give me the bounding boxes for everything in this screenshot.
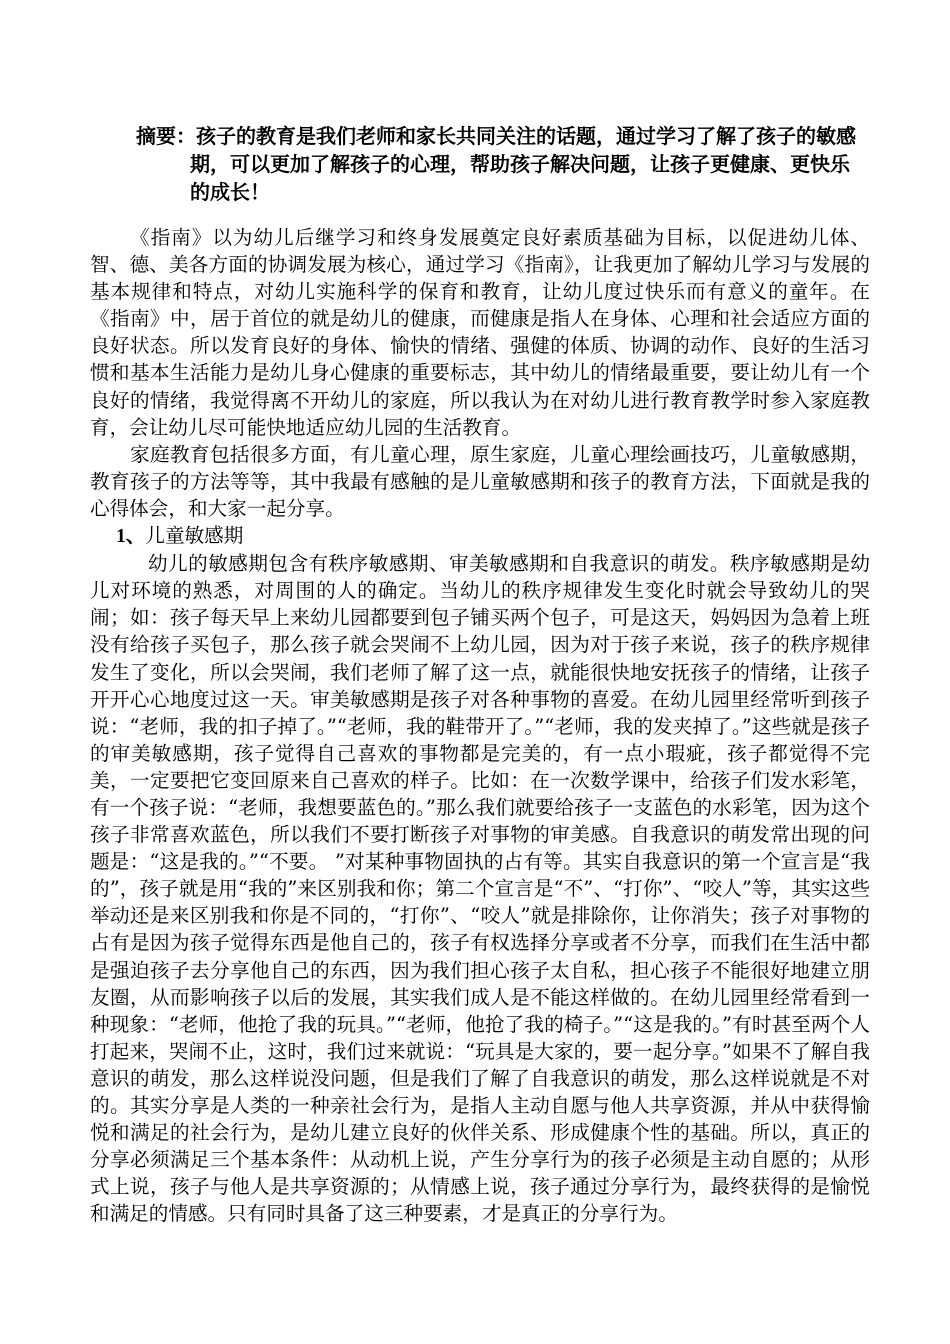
section-heading-text: 儿童敏感期 <box>145 524 244 548</box>
paragraph-family-education: 家庭教育包括很多方面，有儿童心理，原生家庭，儿童心理绘画技巧，儿童敏感期，教育孩子的方法等等，其中我最有感触的是儿童敏感期和孩子的教育方法，下面就是我的心得体会，和大家一起分享。 <box>90 442 870 520</box>
abstract-label: 摘要： <box>136 124 196 148</box>
abstract-block <box>136 122 866 206</box>
abstract-text: 孩子的教育是我们老师和家长共同关注的话题，通过学习了解了孩子的敏感期，可以更加了解孩子的心理，帮助孩子解决问题，让孩子更健康、更快乐的成长！ <box>190 124 856 204</box>
paragraph-guide: 《指南》以为幼儿后继学习和终身发展奠定良好素质基础为目标，以促进幼儿体、智、德、美各方面的协调发展为核心，通过学习《指南》，让我更加了解幼儿学习与发展的基本规律和特点，对幼儿实施科学的保育和教育，让幼儿度过快乐而有意义的童年。在《指南》中，居于首位的就是幼儿的健康，而健康是指人在身体、心理和社会适应方面的良好状态。所以发育良好的身体、愉快的情绪、强健的体质、协调的动作、良好的生活习惯和基本生活能力是幼儿身心健康的重要标志，其中幼儿的情绪最重要，要让幼儿有一个良好的情绪，我觉得离不开幼儿的家庭，所以我认为在对幼儿进行教育教学时参入家庭教育，会让幼儿尽可能快地适应幼儿园的生活教育。 <box>90 226 870 439</box>
body-text <box>90 224 870 1227</box>
section-heading-number: 1、 <box>116 526 146 548</box>
section-heading <box>90 522 870 550</box>
paragraph-sensitive-period: 幼儿的敏感期包含有秩序敏感期、审美敏感期和自我意识的萌发。秩序敏感期是幼儿对环境的熟悉，对周围的人的确定。当幼儿的秩序规律发生变化时就会导致幼儿的哭闹；如：孩子每天早上来幼儿园都要到包子铺买两个包子，可是这天，妈妈因为急着上班没有给孩子买包子，那么孩子就会哭闹不上幼儿园，因为对于孩子来说，孩子的秩序规律发生了变化，所以会哭闹，我们老师了解了这一点，就能很快地安抚孩子的情绪，让孩子开开心心地度过这一天。审美敏感期是孩子对各种事物的喜爱。在幼儿园里经常听到孩子说：“老师，我的扣子掉了。”“老师，我的鞋带开了。”“老师，我的发夹掉了。”这些就是孩子的审美敏感期，孩子觉得自己喜欢的事物都是完美的，有一点小瑕疵，孩子都觉得不完美，一定要把它变回原来自己喜欢的样子。比如：在一次数学课中，给孩子们发水彩笔，有一个孩子说：“老师，我想要蓝色的。”那么我们就要给孩子一支蓝色的水彩笔，因为这个孩子非常喜欢蓝色，所以我们不要打断孩子对事物的审美感。自我意识的萌发常出现的问题是：“这是我的。”“不要。 ”对某种事物固执的占有等。其实自我意识的第一个宣言是“我的”，孩子就是用“我的”来区别我和你；第二个宣言是“不”、“打你”、“咬人”等，其实这些举动还是来区别我和你是不同的，“打你”、“咬人”就是排除你，让你消失；孩子对事物的占有是因为孩子觉得东西是他自己的，孩子有权选择分享或者不分享，而我们在生活中都是强迫孩子去分享他自己的东西，因为我们担心孩子太自私，担心孩子不能很好地建立朋友圈，从而影响孩子以后的发展，其实我们成人是不能这样做的。在幼儿园里经常看到一种现象：“老师，他抢了我的玩具。”“老师，他抢了我的椅子。”“这是我的。”有时甚至两个人打起来，哭闹不止，这时，我们过来就说：“玩具是大家的，要一起分享。”如果不了解自我意识的萌发，那么这样说没问题，但是我们了解了自我意识的萌发，那么这样说就是不对的。其实分享是人类的一种亲社会行为，是指人主动自愿与他人共享资源，并从中获得愉悦和满足的社会行为，是幼儿建立良好的伙伴关系、形成健康个性的基础。所以，真正的分享必须满足三个基本条件：从动机上说，产生分享行为的孩子必须是主动自愿的；从形式上说，孩子与他人是共享资源的；从情感上说，孩子通过分享行为，最终获得的是愉悦和满足的情感。只有同时具备了这三种要素，才是真正的分享行为。 <box>90 552 870 1226</box>
abstract-section <box>136 122 866 206</box>
